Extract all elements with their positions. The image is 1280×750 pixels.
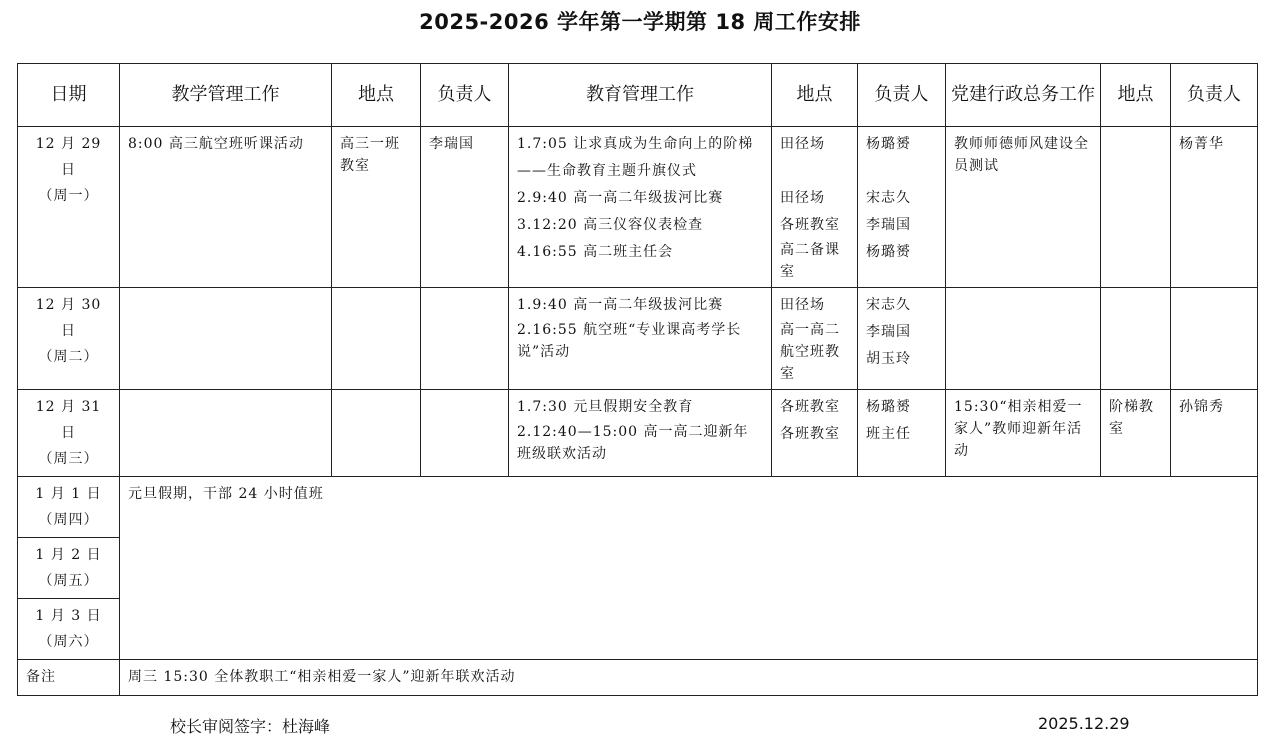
edu-place-item: 田径场 bbox=[780, 136, 825, 152]
edu-item: 1.9:40 高一高二年级拔河比赛 bbox=[517, 297, 724, 313]
table-row bbox=[18, 288, 1258, 390]
edu-place-item: 高二备课室 bbox=[780, 242, 840, 280]
edu-cell bbox=[509, 127, 772, 288]
header-teaching-person: 负责人 bbox=[421, 64, 509, 127]
teaching-cell bbox=[120, 288, 332, 390]
edu-place-item: 各班教室 bbox=[780, 426, 840, 442]
header-row bbox=[18, 64, 1258, 127]
header-edu: 教育管理工作 bbox=[509, 64, 772, 127]
date-cell bbox=[18, 127, 120, 288]
edu-place-item: 田径场 bbox=[780, 190, 825, 206]
header-party: 党建行政总务工作 bbox=[946, 64, 1101, 127]
party-cell bbox=[946, 288, 1101, 390]
teaching-cell bbox=[120, 390, 332, 477]
teaching-person-cell: 李瑞国 bbox=[421, 127, 509, 288]
page-title: 2025-2026 学年第一学期第 18 周工作安排 bbox=[419, 10, 861, 34]
edu-place-item: 各班教室 bbox=[780, 399, 840, 415]
schedule-table bbox=[17, 63, 1258, 696]
principal-signature: 校长审阅签字：杜海峰 bbox=[170, 717, 331, 736]
weekday-text: （周二） bbox=[38, 349, 99, 365]
party-person-cell bbox=[1171, 288, 1258, 390]
party-cell: 教师师德师风建设全员测试 bbox=[946, 127, 1101, 288]
weekday-text: （周四） bbox=[38, 512, 99, 528]
party-place-cell bbox=[1101, 127, 1171, 288]
edu-person-cell bbox=[858, 288, 946, 390]
teaching-place-cell bbox=[332, 288, 421, 390]
edu-item: 2.12:40—15:00 高一高二迎新年班级联欢活动 bbox=[517, 424, 749, 462]
date-text: 12 月 30 日 bbox=[35, 297, 102, 339]
remark-label: 备注 bbox=[18, 660, 120, 696]
teaching-person-cell bbox=[421, 288, 509, 390]
edu-person-item: 李瑞国 bbox=[866, 217, 911, 233]
edu-place-cell bbox=[772, 288, 858, 390]
edu-person-cell bbox=[858, 390, 946, 477]
date-cell bbox=[18, 599, 120, 660]
edu-place-cell bbox=[772, 390, 858, 477]
date-text: 12 月 31 日 bbox=[35, 399, 102, 441]
header-edu-place: 地点 bbox=[772, 64, 858, 127]
edu-person-item: 宋志久 bbox=[866, 297, 911, 313]
remark-text: 周三 15:30 全体教职工“相亲相爱一家人”迎新年联欢活动 bbox=[120, 660, 1258, 696]
edu-person-item: 杨璐赟 bbox=[866, 399, 911, 415]
remark-row bbox=[18, 660, 1258, 696]
date-cell bbox=[18, 477, 120, 538]
party-person-cell: 杨菁华 bbox=[1171, 127, 1258, 288]
edu-person-item: 班主任 bbox=[866, 426, 911, 442]
table-row bbox=[18, 390, 1258, 477]
teaching-place-cell bbox=[332, 390, 421, 477]
edu-place-item: 高一高二航空班教室 bbox=[780, 322, 840, 382]
weekday-text: （周三） bbox=[38, 451, 99, 467]
header-party-person: 负责人 bbox=[1171, 64, 1258, 127]
header-teaching-place: 地点 bbox=[332, 64, 421, 127]
table-row bbox=[18, 477, 1258, 538]
edu-item: 2.16:55 航空班“专业课高考学长说”活动 bbox=[517, 322, 742, 360]
header-edu-person: 负责人 bbox=[858, 64, 946, 127]
holiday-note-cell: 元旦假期，干部 24 小时值班 bbox=[120, 477, 1258, 660]
edu-item: 1.7:30 元旦假期安全教育 bbox=[517, 399, 694, 415]
party-place-cell bbox=[1101, 288, 1171, 390]
weekday-text: （周六） bbox=[38, 634, 99, 650]
date-text: 1 月 1 日 bbox=[35, 486, 102, 502]
edu-cell bbox=[509, 390, 772, 477]
edu-item: 3.12:20 高三仪容仪表检查 bbox=[517, 217, 704, 233]
date-cell bbox=[18, 288, 120, 390]
edu-place-item: 田径场 bbox=[780, 297, 825, 313]
date-text: 12 月 29 日 bbox=[35, 136, 102, 178]
footer-date: 2025.12.29 bbox=[1038, 714, 1130, 733]
edu-item: 4.16:55 高二班主任会 bbox=[517, 244, 674, 260]
date-cell bbox=[18, 538, 120, 599]
edu-cell bbox=[509, 288, 772, 390]
date-text: 1 月 3 日 bbox=[35, 608, 102, 624]
edu-place-item: 各班教室 bbox=[780, 217, 840, 233]
header-date: 日期 bbox=[18, 64, 120, 127]
weekday-text: （周一） bbox=[38, 188, 99, 204]
header-teaching: 教学管理工作 bbox=[120, 64, 332, 127]
party-cell: 15:30“相亲相爱一家人”教师迎新年活动 bbox=[946, 390, 1101, 477]
edu-person-item: 胡玉玲 bbox=[866, 351, 911, 367]
teaching-cell: 8:00 高三航空班听课活动 bbox=[120, 127, 332, 288]
edu-person-cell bbox=[858, 127, 946, 288]
party-place-cell: 阶梯教室 bbox=[1101, 390, 1171, 477]
edu-person-item: 杨璐赟 bbox=[866, 136, 911, 152]
weekday-text: （周五） bbox=[38, 573, 99, 589]
header-party-place: 地点 bbox=[1101, 64, 1171, 127]
teaching-place-cell: 高三一班教室 bbox=[332, 127, 421, 288]
table-row bbox=[18, 127, 1258, 288]
edu-person-item: 李瑞国 bbox=[866, 324, 911, 340]
date-cell bbox=[18, 390, 120, 477]
edu-item: 1.7:05 让求真成为生命向上的阶梯——生命教育主题升旗仪式 bbox=[517, 136, 754, 179]
edu-item: 2.9:40 高一高二年级拔河比赛 bbox=[517, 190, 724, 206]
edu-person-item: 杨璐赟 bbox=[866, 244, 911, 260]
date-text: 1 月 2 日 bbox=[35, 547, 102, 563]
party-person-cell: 孙锦秀 bbox=[1171, 390, 1258, 477]
edu-person-item: 宋志久 bbox=[866, 190, 911, 206]
teaching-person-cell bbox=[421, 390, 509, 477]
edu-place-cell bbox=[772, 127, 858, 288]
